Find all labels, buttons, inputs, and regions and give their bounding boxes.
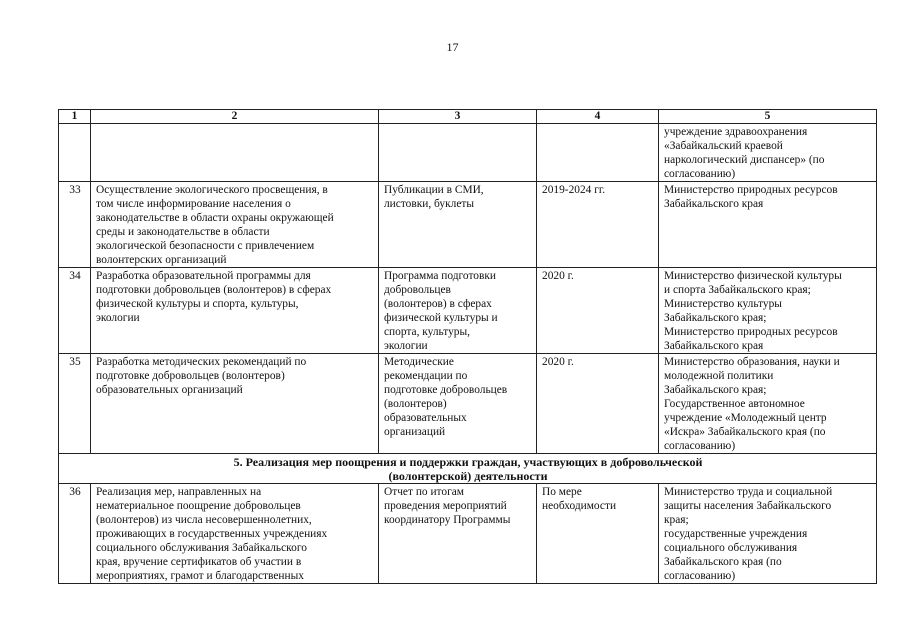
result-cell: Отчет по итогам проведения мероприятий координатору Программы — [379, 484, 537, 584]
table-row — [59, 268, 877, 354]
row-number: 36 — [59, 484, 91, 584]
table-header-row — [59, 110, 877, 124]
result-cell: Методические рекомендации по подготовке добровольцев (волонтеров) образовательных организаций — [379, 354, 537, 454]
header-col-2: 2 — [91, 110, 379, 124]
responsible-cell: Министерство образования, науки и молодежной политики Забайкальского края; Государственное автономное учреждение «Молодежный центр «Искра» Забайкальского края (по согласованию) — [659, 354, 877, 454]
responsible-cell: Министерство природных ресурсов Забайкальского края — [659, 182, 877, 268]
table-row — [59, 484, 877, 584]
measure-cell — [91, 124, 379, 182]
section-row — [59, 454, 877, 484]
responsible-cell: Министерство труда и социальной защиты населения Забайкальского края; государственные учреждения социального обслуживания Забайкальского края (по согласованию) — [659, 484, 877, 584]
measure-cell: Разработка методических рекомендаций по подготовке добровольцев (волонтеров) образовательных организаций — [91, 354, 379, 454]
measure-cell: Осуществление экологического просвещения, в том числе информирование населения о законодательстве в области охраны окружающей среды и законодательстве в области экологической безопасности с привлечением волонтерских организаций — [91, 182, 379, 268]
header-col-5: 5 — [659, 110, 877, 124]
measure-cell: Реализация мер, направленных на нематериальное поощрение добровольцев (волонтеров) из числа несовершеннолетних, проживающих в государственных учреждениях социального обслуживания Забайкальского края, вручение сертификатов об участии в мероприятиях, грамот и благодарственных — [91, 484, 379, 584]
header-col-1: 1 — [59, 110, 91, 124]
measures-table — [58, 109, 877, 584]
page-number: 17 — [446, 40, 459, 54]
responsible-cell: учреждение здравоохранения «Забайкальский краевой наркологический диспансер» (по согласованию) — [659, 124, 877, 182]
term-cell: 2020 г. — [537, 268, 659, 354]
result-cell: Программа подготовки добровольцев (волонтеров) в сферах физической культуры и спорта, культуры, экологии — [379, 268, 537, 354]
term-cell — [537, 124, 659, 182]
row-number — [59, 124, 91, 182]
table-row — [59, 354, 877, 454]
term-cell: 2019-2024 гг. — [537, 182, 659, 268]
responsible-cell: Министерство физической культуры и спорта Забайкальского края; Министерство культуры Забайкальского края; Министерство природных ресурсов Забайкальского края — [659, 268, 877, 354]
header-col-4: 4 — [537, 110, 659, 124]
section-title: 5. Реализация мер поощрения и поддержки граждан, участвующих в добровольческой (волонтерской) деятельности — [59, 454, 877, 484]
table-row — [59, 182, 877, 268]
header-col-3: 3 — [379, 110, 537, 124]
measure-cell: Разработка образовательной программы для подготовки добровольцев (волонтеров) в сферах физической культуры и спорта, культуры, экологии — [91, 268, 379, 354]
row-number: 33 — [59, 182, 91, 268]
term-cell: По мере необходимости — [537, 484, 659, 584]
table-row-continuation — [59, 124, 877, 182]
term-cell: 2020 г. — [537, 354, 659, 454]
row-number: 34 — [59, 268, 91, 354]
result-cell: Публикации в СМИ, листовки, буклеты — [379, 182, 537, 268]
result-cell — [379, 124, 537, 182]
row-number: 35 — [59, 354, 91, 454]
